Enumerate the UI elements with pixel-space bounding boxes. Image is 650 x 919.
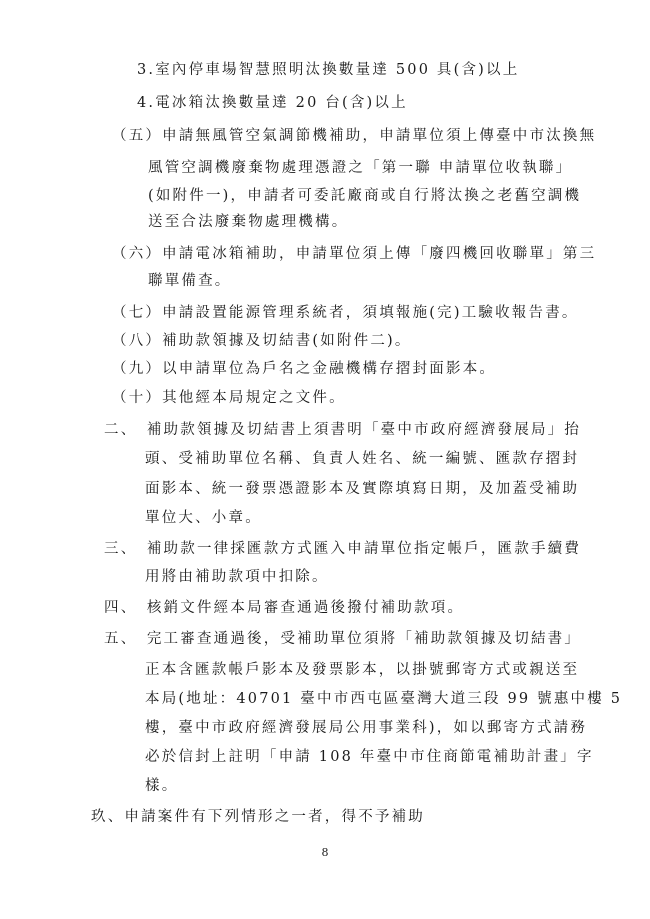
text-line: 4.電冰箱汰換數量達 20 台(含)以上 — [137, 95, 408, 111]
text-line: （七）申請設置能源管理系統者，須填報施(完)工驗收報告書。 — [112, 305, 579, 321]
text-line: 三、 補助款一律採匯款方式匯入申請單位指定帳戶，匯款手續費 — [104, 541, 582, 557]
text-line: （六）申請電冰箱補助，申請單位須上傳「廢四機回收聯單」第三 — [112, 246, 597, 262]
text-line: （十）其他經本局規定之文件。 — [112, 390, 346, 406]
text-line: 樣。 — [145, 778, 179, 794]
text-line: 送至合法廢棄物處理機構。 — [148, 214, 349, 230]
text-line: 必於信封上註明「申請 108 年臺中市住商節電補助計畫」字 — [145, 749, 594, 765]
text-line: 聯單備查。 — [148, 273, 232, 289]
text-line: 面影本、統一發票憑證影本及實際填寫日期，及加蓋受補助 — [145, 481, 580, 497]
page-number: 8 — [321, 846, 329, 859]
text-line: 五、 完工審查通過後，受補助單位須將「補助款領據及切結書」 — [104, 631, 582, 647]
text-line: (如附件一)，申請者可委託廠商或自行將汰換之老舊空調機 — [148, 188, 582, 204]
text-line: 四、 核銷文件經本局審查通過後撥付補助款項。 — [104, 600, 465, 616]
text-line: 玖、申請案件有下列情形之一者，得不予補助 — [91, 809, 425, 825]
text-line: 二、 補助款領據及切結書上須書明「臺中市政府經濟發展局」抬 — [104, 422, 582, 438]
text-line: （八）補助款領據及切結書(如附件二)。 — [112, 333, 412, 349]
text-line: 單位大、小章。 — [145, 510, 262, 526]
text-line: 風管空調機廢棄物處理憑證之「第一聯 申請單位收執聯」 — [148, 160, 573, 176]
text-line: （九）以申請單位為戶名之金融機構存摺封面影本。 — [112, 361, 497, 377]
text-line: 正本含匯款帳戶影本及發票影本，以掛號郵寄方式或親送至 — [145, 662, 580, 678]
text-line: 用將由補助款項中扣除。 — [145, 569, 329, 585]
text-line: 3.室內停車場智慧照明汰換數量達 500 具(含)以上 — [137, 62, 520, 78]
text-line: （五）申請無風管空氣調節機補助，申請單位須上傳臺中市汰換無 — [112, 128, 597, 144]
text-line: 樓，臺中市政府經濟發展局公用事業科)，如以郵寄方式請務 — [145, 720, 588, 736]
text-line: 頭、受補助單位名稱、負責人姓名、統一編號、匯款存摺封 — [145, 451, 580, 467]
text-line: 本局(地址：40701 臺中市西屯區臺灣大道三段 99 號惠中樓 5 — [145, 691, 623, 707]
